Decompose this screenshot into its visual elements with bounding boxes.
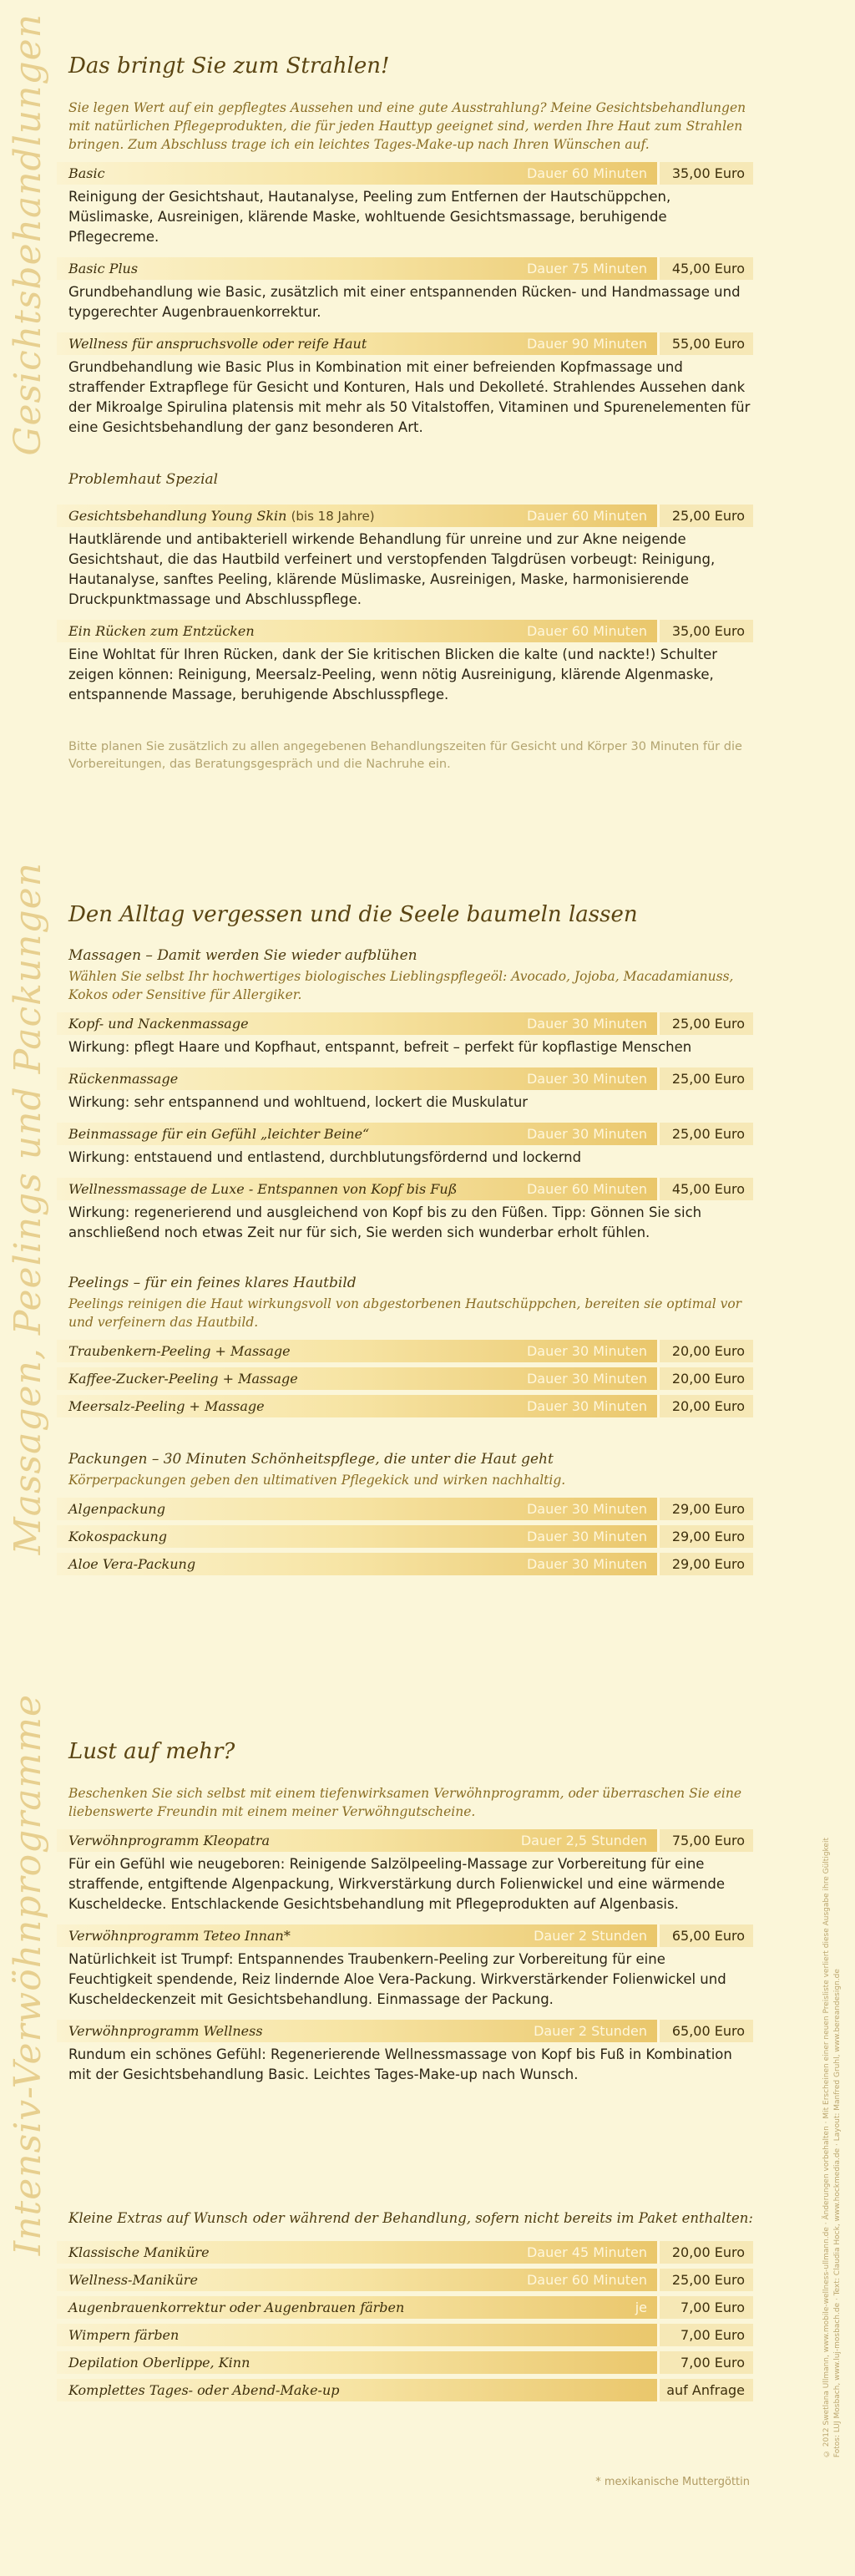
treatment-bar: [57, 1012, 753, 1035]
treatment-name: Ein Rücken zum Entzücken: [68, 623, 255, 639]
treatment-name-text: Gesichtsbehandlung Young Skin: [68, 508, 287, 524]
treatment-name: Rückenmassage: [68, 1071, 179, 1087]
treatment-description: Natürlichkeit ist Trumpf: Entspannendes Traubenkern-Peeling zur Vorbereitung für eine Feuchtigkeit spendende, Reiz lindernde Aloe Vera-Packung. Wirkverstärkender Folienwickel und Kuscheldeckenzeit mit Gesichtsbehandlung. Einmassage der Packung.: [68, 1951, 726, 2007]
treatment-duration: Dauer 90 Minuten: [526, 336, 647, 352]
treatment-description: Wirkung: sehr entspannend und wohltuend, lockert die Muskulatur: [68, 1094, 529, 1110]
section-gesicht-title: Das bringt Sie zum Strahlen!: [68, 53, 390, 79]
treatment-name: Aloe Vera-Packung: [68, 1556, 196, 1572]
extra-duration: Dauer 60 Minuten: [526, 2272, 647, 2288]
treatment-price: 20,00 Euro: [657, 1367, 753, 1390]
section-massagen: [68, 902, 753, 1580]
extra-name: Augenbrauenkorrektur oder Augenbrauen färben: [68, 2300, 405, 2315]
treatment-duration: Dauer 75 Minuten: [526, 261, 647, 276]
treatment-item: [68, 1395, 753, 1417]
treatment-price: 65,00 Euro: [657, 2020, 753, 2042]
treatment-duration: Dauer 60 Minuten: [526, 508, 647, 524]
treatment-item: [68, 1498, 753, 1520]
treatment-item: [68, 162, 753, 247]
treatment-duration: Dauer 30 Minuten: [526, 1126, 647, 1142]
credits-line-1: © 2012 Swetlana Ullmann, www.mobile-wellness-ullmann.de · Änderungen vorbehalten · Mit Erscheinen einer neuen Preisliste verliert diese Ausgabe ihre Gültigkeit: [822, 1838, 831, 2458]
treatment-duration: Dauer 60 Minuten: [526, 165, 647, 181]
extra-price: 25,00 Euro: [657, 2269, 753, 2291]
extra-bar: [57, 2241, 753, 2264]
extra-price: 20,00 Euro: [657, 2241, 753, 2264]
planning-note: Bitte planen Sie zusätzlich zu allen angegebenen Behandlungszeiten für Gesicht und Körper 30 Minuten für die Vorbereitungen, das Beratungsgespräch und die Nachruhe ein.: [68, 740, 742, 771]
treatment-price: 25,00 Euro: [657, 1067, 753, 1090]
treatment-price: 65,00 Euro: [657, 1924, 753, 1947]
treatment-duration: Dauer 2 Stunden: [534, 1928, 647, 1944]
treatment-description: Hautklärende und antibakteriell wirkende Behandlung für unreine und zur Akne neigende Gesichtshaut, die das Hautbild verfeinert und verstopfenden Talgdrüsen vorbeugt: Reinigung, Hautanalyse, sanftes Peeling, klärende Müslimaske, Ausreinigen, Maske, harmonisierende Druckpunktmassage und Abschlusspflege.: [68, 531, 716, 607]
treatment-item: [68, 2020, 753, 2085]
packungen-intro: Körperpackungen geben den ultimativen Pflegekick und wirken nachhaltig.: [68, 1473, 566, 1488]
treatment-name: [57, 508, 527, 524]
treatment-bar: [57, 257, 753, 280]
treatment-bar: [57, 1829, 753, 1852]
side-title-intensiv: Intensiv-Verwöhnprogramme: [7, 1694, 49, 2256]
treatment-price: 29,00 Euro: [657, 1525, 753, 1548]
treatment-bar: [57, 1924, 753, 1947]
treatment-price: 25,00 Euro: [657, 1012, 753, 1035]
section-intensiv-title: Lust auf mehr?: [68, 1739, 235, 1764]
treatment-item: [68, 1067, 753, 1113]
section-intensiv: [68, 1739, 753, 2406]
treatment-item: [68, 1367, 753, 1390]
treatment-description: Eine Wohltat für Ihren Rücken, dank der Sie kritischen Blicken die kalte (und nackte!) Schulter zeigen können: Reinigung, Meersalz-Peeling, wenn nötig Ausreinigung, klärende Algenmaske, entspannende Massage, beruhigende Abschlusspflege.: [68, 647, 718, 702]
extra-name: Wellness-Maniküre: [68, 2272, 198, 2288]
side-title-massagen: Massagen, Peelings und Packungen: [7, 862, 49, 1555]
extra-price: 7,00 Euro: [657, 2296, 753, 2319]
problemhaut-heading: Problemhaut Spezial: [68, 471, 219, 488]
treatment-price: 20,00 Euro: [657, 1395, 753, 1417]
extra-bar: [57, 2296, 753, 2319]
treatment-item: [68, 1525, 753, 1548]
treatment-description: Grundbehandlung wie Basic Plus in Kombination mit einer befreienden Kopfmassage und straffender Extrapflege für Gesicht und Konturen, Hals und Dekolleté. Strahlendes Aussehen dank der Mikroalge Spirulina platensis mit mehr als 50 Vitalstoffen, Vitaminen und Spurenelementen für eine Gesichtsbehandlung der ganz besonderen Art.: [68, 359, 751, 435]
treatment-price: 29,00 Euro: [657, 1498, 753, 1520]
treatment-bar: [57, 1123, 753, 1145]
treatment-bar: [57, 1067, 753, 1090]
extra-item: [68, 2324, 753, 2346]
treatment-duration: Dauer 30 Minuten: [526, 1501, 647, 1517]
treatment-description: Für ein Gefühl wie neugeboren: Reinigende Salzölpeeling-Massage zur Vorbereitung für eine straffende, entgiftende Algenpackung, Wirkverstärkung durch Folienwickel und eine wärmende Kuscheldecke. Entschlackende Gesichtsbehandlung mit Pflegeprodukten auf Algenbasis.: [68, 1856, 726, 1912]
treatment-price: 55,00 Euro: [657, 332, 753, 355]
treatment-price: 75,00 Euro: [657, 1829, 753, 1852]
side-title-gesicht: Gesichtsbehandlungen: [7, 13, 49, 456]
extra-name: Klassische Maniküre: [68, 2244, 210, 2260]
treatment-name: Basic: [68, 165, 105, 181]
treatment-bar: [57, 1553, 753, 1575]
treatment-duration: Dauer 60 Minuten: [526, 1181, 647, 1197]
treatment-description: Wirkung: pflegt Haare und Kopfhaut, entspannt, befreit – perfekt für kopflastige Menschen: [68, 1039, 692, 1055]
massagen-intro: Wählen Sie selbst Ihr hochwertiges biologisches Lieblingspflegeöl: Avocado, Jojoba, Macadamianuss, Kokos oder Sensitive für Allergiker.: [68, 969, 734, 1002]
treatment-name: Verwöhnprogramm Wellness: [68, 2023, 263, 2039]
extra-bar: [57, 2324, 753, 2346]
section-intensiv-intro: Beschenken Sie sich selbst mit einem tiefenwirksamen Verwöhnprogramm, oder überraschen Sie eine liebenswerte Freundin mit einem meiner Verwöhngutscheine.: [68, 1786, 742, 1819]
treatment-duration: Dauer 2 Stunden: [534, 2023, 647, 2039]
treatment-name: Algenpackung: [68, 1501, 165, 1517]
peelings-list: [68, 1340, 753, 1417]
treatment-name: Verwöhnprogramm Kleopatra: [68, 1833, 271, 1848]
treatment-item: [68, 505, 753, 610]
treatment-price: 25,00 Euro: [657, 505, 753, 527]
treatment-name: Meersalz-Peeling + Massage: [68, 1398, 265, 1414]
treatment-name: Beinmassage für ein Gefühl „leichter Beine“: [68, 1126, 370, 1142]
treatment-bar: [57, 1178, 753, 1200]
treatment-item: [68, 1829, 753, 1914]
treatment-item: [68, 1553, 753, 1575]
section-gesicht: [68, 53, 753, 773]
peelings-heading: Peelings – für ein feines klares Hautbild: [68, 1275, 357, 1291]
treatment-item: [68, 257, 753, 322]
extra-item: [68, 2296, 753, 2319]
treatment-item: [68, 332, 753, 438]
treatment-price: 35,00 Euro: [657, 620, 753, 642]
treatment-name: Traubenkern-Peeling + Massage: [68, 1343, 291, 1359]
treatment-description: Rundum ein schönes Gefühl: Regenerierende Wellnessmassage von Kopf bis Fuß in Kombination mit der Gesichtsbehandlung Basic. Leichtes Tages-Make-up nach Wunsch.: [68, 2046, 732, 2082]
treatment-bar: [57, 2020, 753, 2042]
treatment-bar: [57, 1498, 753, 1520]
treatment-price: 45,00 Euro: [657, 1178, 753, 1200]
treatment-name: Wellness für anspruchsvolle oder reife Haut: [68, 336, 367, 352]
treatment-item: [68, 1123, 753, 1168]
treatment-price: 45,00 Euro: [657, 257, 753, 280]
treatment-description: Reinigung der Gesichtshaut, Hautanalyse, Peeling zum Entfernen der Hautschüppchen, Müslimaske, Ausreinigen, klärende Maske, wohltuende Gesichtsmassage, beruhigende Pflegecreme.: [68, 189, 671, 245]
extra-name: Komplettes Tages- oder Abend-Make-up: [68, 2382, 340, 2398]
extra-price: 7,00 Euro: [657, 2324, 753, 2346]
treatment-name-extra: (bis 18 Jahre): [291, 509, 375, 524]
treatment-bar: [57, 1367, 753, 1390]
extra-price: auf Anfrage: [657, 2379, 753, 2401]
treatment-item: [68, 1340, 753, 1362]
extra-name: Depilation Oberlippe, Kinn: [68, 2355, 250, 2371]
treatment-bar: [57, 620, 753, 642]
treatment-duration: Dauer 30 Minuten: [526, 1371, 647, 1387]
treatment-item: [68, 1924, 753, 2010]
treatment-description: Wirkung: entstauend und entlastend, durchblutungsfördernd und lockernd: [68, 1149, 582, 1165]
treatment-price: 29,00 Euro: [657, 1553, 753, 1575]
treatment-price: 25,00 Euro: [657, 1123, 753, 1145]
extra-price: 7,00 Euro: [657, 2351, 753, 2374]
treatment-duration: Dauer 30 Minuten: [526, 1398, 647, 1414]
treatment-bar: [57, 1395, 753, 1417]
footnote: * mexikanische Muttergöttin: [595, 2476, 750, 2488]
peelings-intro: Peelings reinigen die Haut wirkungsvoll von abgestorbenen Hautschüppchen, bereiten sie optimal vor und verfeinern das Hautbild.: [68, 1296, 742, 1330]
extra-bar: [57, 2379, 753, 2401]
treatment-bar: [57, 162, 753, 185]
extra-item: [68, 2351, 753, 2374]
extra-duration: Dauer 45 Minuten: [526, 2244, 647, 2260]
treatment-bar: [57, 505, 753, 527]
extra-item: [68, 2269, 753, 2291]
extras-heading: Kleine Extras auf Wunsch oder während der Behandlung, sofern nicht bereits im Paket enthalten:: [68, 2210, 753, 2226]
packungen-heading: Packungen – 30 Minuten Schönheitspflege, die unter die Haut geht: [68, 1451, 554, 1468]
treatment-duration: Dauer 60 Minuten: [526, 623, 647, 639]
treatment-duration: Dauer 30 Minuten: [526, 1529, 647, 1544]
credits-note: [822, 1838, 843, 2457]
treatment-name: Kaffee-Zucker-Peeling + Massage: [68, 1371, 298, 1387]
treatment-name: Kopf- und Nackenmassage: [68, 1016, 249, 1032]
treatment-duration: Dauer 30 Minuten: [526, 1343, 647, 1359]
treatment-item: [68, 1012, 753, 1057]
treatment-description: Grundbehandlung wie Basic, zusätzlich mit einer entspannenden Rücken- und Handmassage und typgerechter Augenbrauenkorrektur.: [68, 284, 741, 320]
section-gesicht-intro: Sie legen Wert auf ein gepflegtes Aussehen und eine gute Ausstrahlung? Meine Gesichtsbehandlungen mit natürlichen Pflegeprodukten, die für jeden Hauttyp geeignet sind, werden Ihre Haut zum Strahlen bringen. Zum Abschluss trage ich ein leichtes Tages-Make-up nach Ihren Wünschen auf.: [68, 100, 746, 152]
packungen-list: [68, 1498, 753, 1575]
treatment-duration: Dauer 30 Minuten: [526, 1556, 647, 1572]
treatment-bar: [57, 1340, 753, 1362]
treatment-description: Wirkung: regenerierend und ausgleichend von Kopf bis zu den Füßen. Tipp: Gönnen Sie sich anschließend noch etwas Zeit nur für sich, Sie werden sich wunderbar erholt fühlen.: [68, 1204, 702, 1240]
treatment-name: Basic Plus: [68, 261, 139, 276]
extra-bar: [57, 2269, 753, 2291]
treatment-price: 35,00 Euro: [657, 162, 753, 185]
treatment-item: [68, 620, 753, 705]
section-massagen-title: Den Alltag vergessen und die Seele baumeln lassen: [68, 902, 638, 927]
treatment-duration: Dauer 30 Minuten: [526, 1071, 647, 1087]
treatment-item: [68, 1178, 753, 1243]
extra-name: Wimpern färben: [68, 2327, 180, 2343]
extra-item: [68, 2241, 753, 2264]
treatment-bar: [57, 332, 753, 355]
treatment-name: Kokospackung: [68, 1529, 167, 1544]
credits-line-2: Fotos: LUJ Mosbach, www.luj-mosbach.de · Text: Claudia Hock, www.hockmedia.de · Layout: Manfred Gruhl, www.bereandesign.de: [833, 1969, 842, 2458]
treatment-duration: Dauer 30 Minuten: [526, 1016, 647, 1032]
treatment-name: Wellnessmassage de Luxe - Entspannen von Kopf bis Fuß: [68, 1181, 458, 1197]
extra-duration: je: [635, 2300, 647, 2315]
treatment-duration: Dauer 2,5 Stunden: [520, 1833, 647, 1848]
extra-item: [68, 2379, 753, 2401]
treatment-name: Verwöhnprogramm Teteo Innan*: [68, 1928, 291, 1944]
treatment-price: 20,00 Euro: [657, 1340, 753, 1362]
massagen-heading: Massagen – Damit werden Sie wieder aufblühen: [68, 947, 417, 964]
treatment-bar: [57, 1525, 753, 1548]
extras-list: [68, 2241, 753, 2401]
extra-bar: [57, 2351, 753, 2374]
